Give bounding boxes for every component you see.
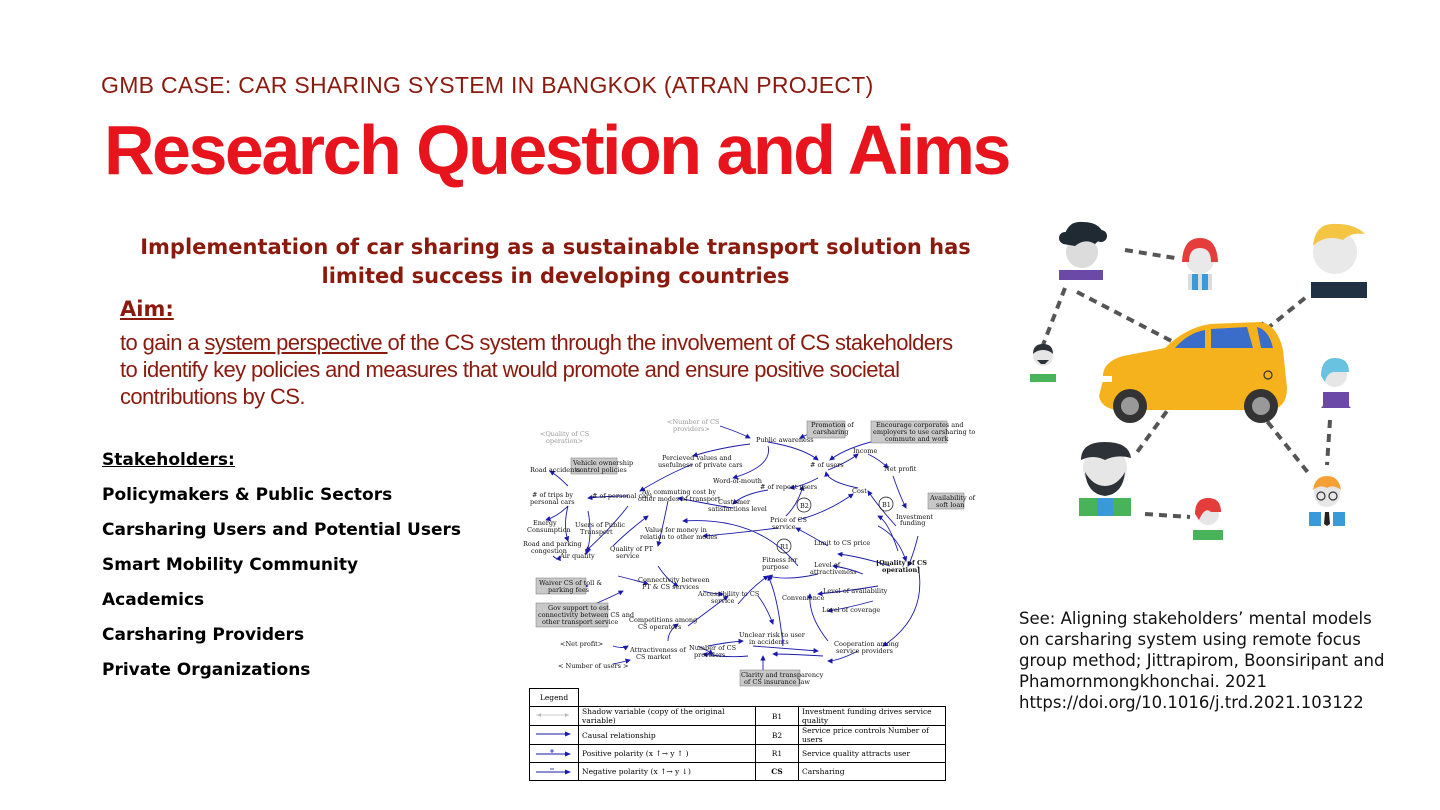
stakeholder-item: Private Organizations [102, 660, 311, 680]
diagram-node: usefulness of private cars [658, 461, 743, 469]
legend-meaning: Investment funding drives service quality [799, 707, 946, 726]
person-icon [1311, 224, 1367, 298]
diagram-legend [529, 688, 946, 781]
carsharing-illustration [1025, 210, 1385, 550]
citation [1019, 608, 1419, 713]
legend-desc: Positive polarity (x ↑→ y ↑ ) [579, 745, 756, 763]
diagram-node: Av. commuting cost by [642, 488, 717, 496]
diagram-node: Competitions among [629, 616, 698, 624]
policy-box: soft loan [936, 501, 965, 509]
legend-code: CS [756, 763, 799, 781]
aim-line2: to identify key policies and measures that would promote and ensure positive societal contributions by CS. [120, 357, 900, 409]
legend-meaning: Carsharing [799, 763, 946, 781]
diagram-node: personal cars [530, 498, 575, 506]
shadow-variable: < Number of users > [558, 662, 629, 670]
diagram-node: Income [853, 447, 878, 455]
citation-doi-link[interactable]: https://doi.org/10.1016/j.trd.2021.103122 [1019, 693, 1364, 712]
diagram-node: # of trips by [532, 491, 574, 499]
policy-box: Clarity and transparency [741, 671, 824, 679]
diagram-node: Road and parking [523, 540, 582, 548]
diagram-node: Air quality [560, 552, 595, 560]
policy-box: Gov support to est. [548, 604, 611, 612]
policy-box: Availability of [930, 494, 976, 502]
diagram-node: Number of CS [689, 644, 737, 652]
section-subtitle: GMB CASE: CAR SHARING SYSTEM IN BANGKOK (ATRAN PROJECT) [101, 72, 874, 98]
diagram-node: Quality of PT [610, 545, 653, 553]
diagram-node: Unclear risk to user [739, 631, 805, 639]
policy-box: commute and work [885, 435, 949, 443]
diagram-node: CS market [636, 653, 672, 661]
legend-symbol [530, 745, 579, 763]
diagram-node: attractiveness [810, 568, 857, 576]
diagram-node: Road accidents [530, 466, 581, 474]
diagram-node: Value for money in [645, 526, 707, 534]
policy-box: Waiver CS of toll & [539, 579, 603, 587]
diagram-node: Energy [533, 519, 557, 527]
diagram-node: operation] [882, 566, 921, 574]
diagram-node: Public awareness [756, 436, 814, 444]
citation-line: group method; Jittrapirom, Boonsiripant and [1019, 651, 1385, 670]
diagram-node: Attractiveness of [630, 646, 686, 654]
diagram-node: funding [900, 519, 926, 527]
diagram-node: # of users [810, 461, 844, 469]
diagram-node: congestion [531, 547, 567, 555]
system-perspective-text: system perspective [204, 330, 388, 355]
policy-box: parking fees [548, 586, 590, 594]
aim-label: Aim: [120, 297, 174, 321]
stakeholder-item: Smart Mobility Community [102, 555, 359, 575]
diagram-node: Level of coverage [822, 606, 881, 614]
loop-label-b2: B2 [800, 502, 809, 510]
aim-line1-pre: to gain a [120, 330, 205, 355]
diagram-node: Transport [580, 528, 613, 536]
person-icon [1030, 344, 1056, 382]
diagram-node: Net profit [884, 465, 917, 473]
stakeholder-item: Academics [102, 590, 205, 610]
citation-line: Phamornmongkhonchai. 2021 [1019, 672, 1268, 691]
legend-code: B1 [756, 707, 799, 726]
diagram-node: Cooperation among [834, 640, 899, 648]
aim-line1-post: of the CS system through the involvement of CS stakeholders [387, 330, 953, 355]
stakeholder-item: Carsharing Providers [102, 625, 305, 645]
policy-box: connectivity between CS and [538, 611, 635, 619]
diagram-node: service [616, 552, 640, 560]
policy-box: other transport service [542, 618, 619, 626]
diagram-node: [Quality of CS [876, 559, 927, 567]
diagram-node: Level of [814, 561, 841, 569]
diagram-node: Limit to CS price [814, 539, 871, 547]
causal-loop-diagram [523, 416, 976, 688]
diagram-node: service [772, 523, 796, 531]
diagram-node: relation to other modes [640, 533, 718, 541]
diagram-node: Cost [852, 487, 867, 495]
legend-header: Legend [530, 689, 579, 707]
stakeholder-item: Carsharing Users and Potential Users [102, 520, 461, 540]
policy-box: control policies [576, 466, 627, 474]
diagram-node: Percieved values and [662, 454, 732, 462]
diagram-node: providers [694, 651, 726, 659]
diagram-node: in accidents [749, 638, 789, 646]
diagram-node: Price of CS [770, 516, 807, 524]
diagram-node: Level of availability [823, 587, 888, 595]
shadow-variable: <Quality of CS [540, 430, 590, 438]
person-icon [1059, 222, 1107, 280]
legend-symbol [530, 726, 579, 745]
legend-desc: Negative polarity (x ↑→ y ↓) [579, 763, 756, 781]
problem-statement: Implementation of car sharing as a sustainable transport solution has limited success in developing countries [140, 235, 971, 288]
diagram-node: Users of Public [575, 521, 626, 529]
diagram-node: # of personal cars [592, 492, 653, 500]
diagram-node: Connectivity between [638, 576, 710, 584]
legend-symbol [530, 707, 579, 726]
policy-box: carsharing [813, 428, 849, 436]
shadow-variable: operation> [546, 437, 584, 445]
legend-meaning: Service price controls Number of users [799, 726, 946, 745]
person-icon [1309, 476, 1345, 526]
person-icon [1079, 442, 1131, 516]
policy-box: of CS insurance law [744, 678, 810, 686]
car-icon [1099, 322, 1287, 423]
policy-box: Encourage corporates and [876, 421, 964, 429]
diagram-node: CS operators [638, 623, 682, 631]
diagram-node: satisfactions level [708, 505, 767, 513]
citation-line: See: Aligning stakeholders’ mental models [1019, 609, 1372, 628]
loop-label-r1: R1 [780, 543, 790, 551]
diagram-node: service providers [836, 647, 893, 655]
legend-code: R1 [756, 745, 799, 763]
shadow-variable: <Net profit> [560, 640, 604, 648]
stakeholder-item: Policymakers & Public Sectors [102, 485, 393, 505]
diagram-node: # of repeat users [760, 483, 818, 491]
stakeholders-heading: Stakeholders: [102, 450, 235, 470]
legend-meaning: Service quality attracts user [799, 745, 946, 763]
slide-title: Research Question and Aims [104, 111, 1009, 189]
diagram-node: service [711, 597, 735, 605]
loop-label-b1: B1 [882, 501, 891, 509]
diagram-node: PT & CS services [642, 583, 699, 591]
diagram-node: purpose [762, 563, 789, 571]
diagram-node: other modes of transport [638, 495, 721, 503]
diagram-node: Consumption [527, 526, 571, 534]
diagram-node: Customer [718, 498, 751, 506]
citation-line: on carsharing system using remote focus [1019, 630, 1361, 649]
person-icon [1182, 238, 1218, 290]
shadow-variable: <Number of CS [667, 418, 720, 426]
diagram-node: Fitness for [762, 556, 798, 564]
diagram-node: Accessibility to CS [698, 590, 760, 598]
person-icon [1193, 498, 1223, 540]
aim-text [120, 329, 1000, 410]
legend-desc: Shadow variable (copy of the original variable) [579, 707, 756, 726]
policy-box: Vehicle ownership [573, 459, 634, 467]
legend-code: B2 [756, 726, 799, 745]
legend-desc: Causal relationship [579, 726, 756, 745]
person-icon [1321, 358, 1351, 408]
shadow-variable: providers> [673, 425, 710, 433]
legend-symbol [530, 763, 579, 781]
policy-box: Promotion of [811, 421, 854, 429]
diagram-node: Convenience [782, 594, 825, 602]
policy-box: employers to use carsharing to [873, 428, 976, 436]
diagram-node: Investment [896, 513, 934, 521]
diagram-node: Word-of-mouth [713, 477, 762, 485]
